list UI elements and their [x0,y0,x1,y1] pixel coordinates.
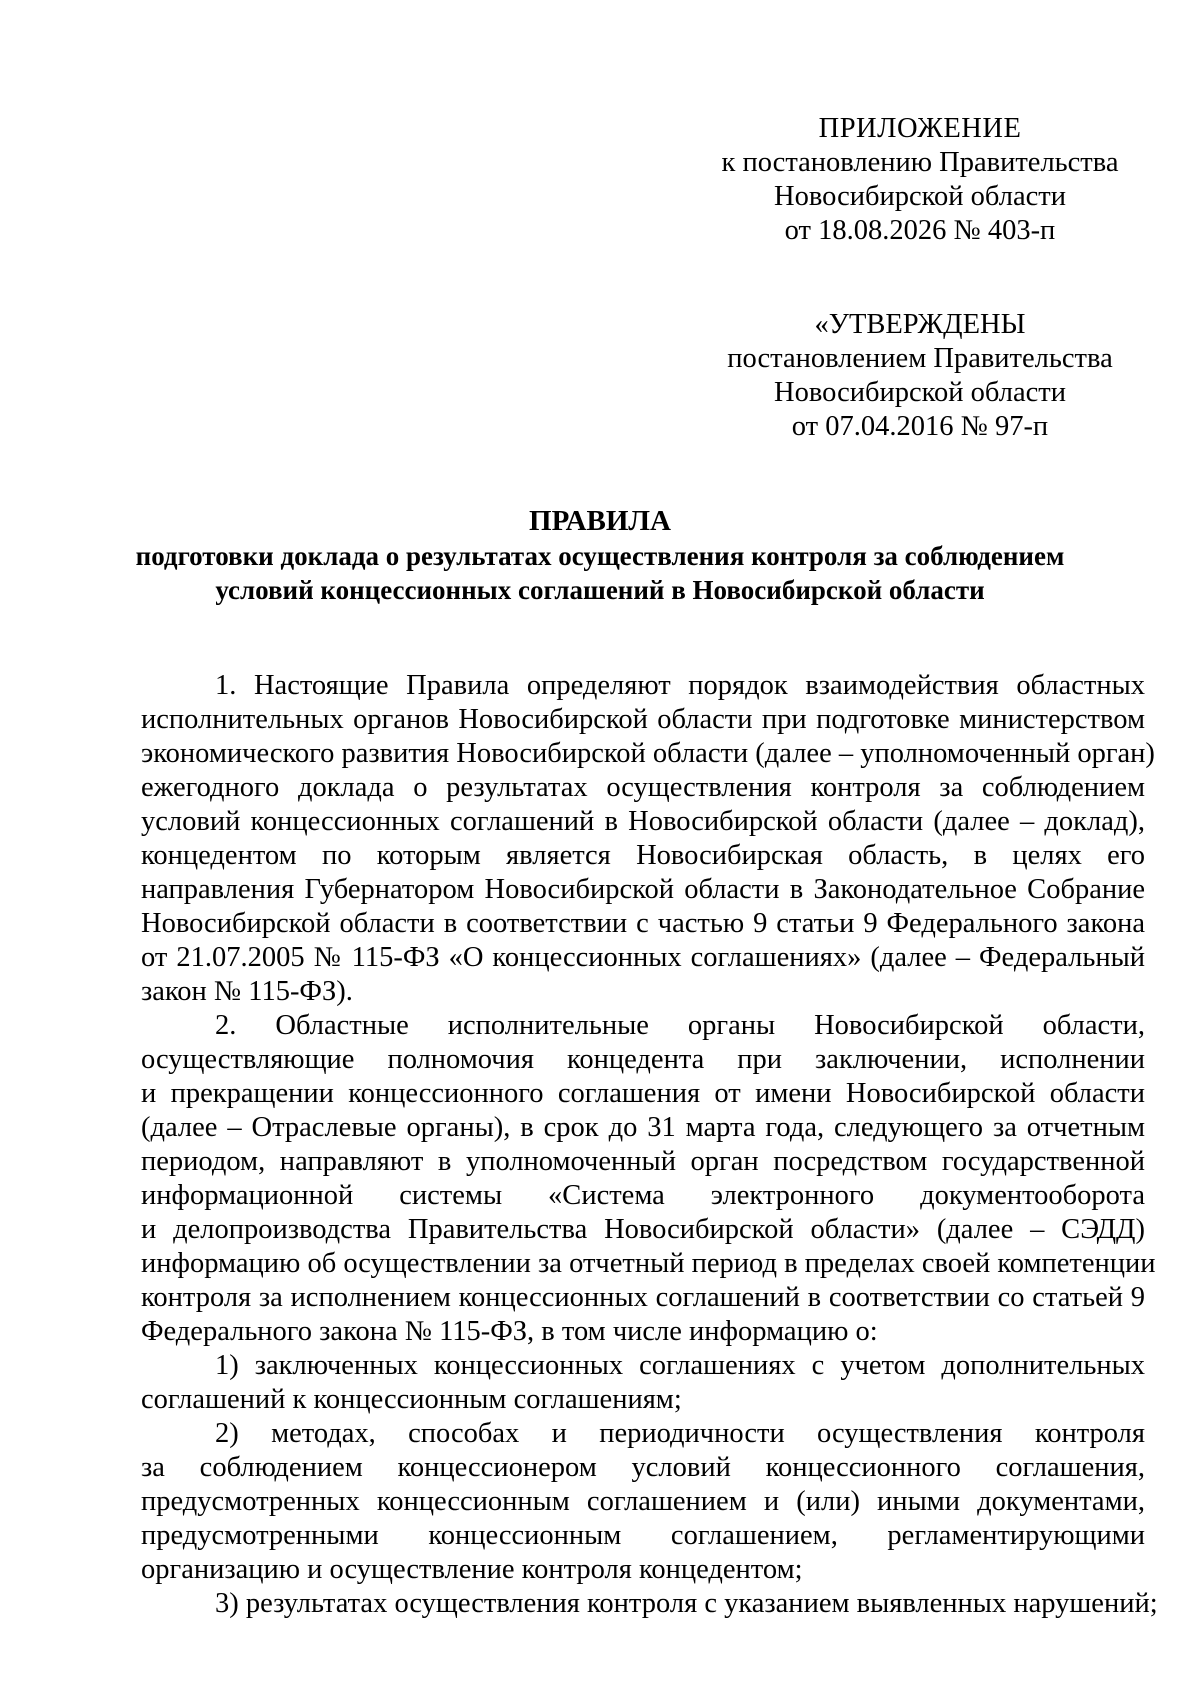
body-line: организацию и осуществление контроля концедентом; [141,1554,803,1585]
appendix-heading: ПРИЛОЖЕНИЕ [818,113,1022,144]
body-line: информационной системы «Система электронного документооборота [141,1180,1145,1211]
body-line: (далее – Отраслевые органы), в срок до 31 марта года, следующего за отчетным [141,1112,1145,1143]
approved-line-3: от 07.04.2016 № 97-п [791,411,1049,442]
body-line: предусмотренных концессионным соглашением и (или) иными документами, [141,1486,1145,1517]
appendix-line-1: к постановлению Правительства [721,147,1119,178]
title-sub-line-2: условий концессионных соглашений в Новосибирской области [215,575,985,605]
body-line: закон № 115-ФЗ). [141,976,353,1007]
body-line: условий концессионных соглашений в Новосибирской области (далее – доклад), [141,806,1145,837]
approved-line-2: Новосибирской области [774,377,1066,408]
body-line: контроля за исполнением концессионных соглашений в соответствии со статьей 9 [141,1282,1145,1313]
body-line: 3) результатах осуществления контроля с указанием выявленных нарушений; [215,1588,1158,1619]
body-line: концедентом по которым является Новосибирская область, в целях его [141,840,1145,871]
appendix-line-3: от 18.08.2026 № 403-п [784,215,1056,246]
body-line: исполнительных органов Новосибирской области при подготовке министерством [141,704,1145,735]
body-line: Новосибирской области в соответствии с частью 9 статьи 9 Федерального закона [141,908,1145,939]
body-line: 1. Настоящие Правила определяют порядок взаимодействия областных [215,670,1145,701]
body-line: Федерального закона № 115-ФЗ, в том числе информацию о: [141,1316,878,1347]
body-line: 2. Областные исполнительные органы Новосибирской области, [215,1010,1145,1041]
body-line: ежегодного доклада о результатах осуществления контроля за соблюдением [141,772,1145,803]
appendix-line-2: Новосибирской области [774,181,1066,212]
body-line: 2) методах, способах и периодичности осуществления контроля [215,1418,1145,1449]
body-line: предусмотренными концессионным соглашением, регламентирующими [141,1520,1145,1551]
body-line: информацию об осуществлении за отчетный период в пределах своей компетенции [141,1248,1156,1279]
body-line: 1) заключенных концессионных соглашениях с учетом дополнительных [215,1350,1145,1381]
approved-heading: «УТВЕРЖДЕНЫ [814,309,1026,340]
approved-line-1: постановлением Правительства [727,343,1113,374]
body-line: и делопроизводства Правительства Новосибирской области» (далее – СЭДД) [141,1214,1145,1245]
body-line: периодом, направляют в уполномоченный орган посредством государственной [141,1146,1145,1177]
body-line: и прекращении концессионного соглашения от имени Новосибирской области [141,1078,1145,1109]
body-line: экономического развития Новосибирской области (далее – уполномоченный орган) [141,738,1155,769]
body-line: соглашений к концессионным соглашениям; [141,1384,682,1415]
title-sub-line-1: подготовки доклада о результатах осуществления контроля за соблюдением [135,541,1065,571]
title-main: ПРАВИЛА [529,505,671,537]
body-line: направления Губернатором Новосибирской области в Законодательное Собрание [141,874,1145,905]
body-line: от 21.07.2005 № 115-ФЗ «О концессионных соглашениях» (далее – Федеральный [141,942,1145,973]
body-line: за соблюдением концессионером условий концессионного соглашения, [141,1452,1145,1483]
body-line: осуществляющие полномочия концедента при заключении, исполнении [141,1044,1145,1075]
